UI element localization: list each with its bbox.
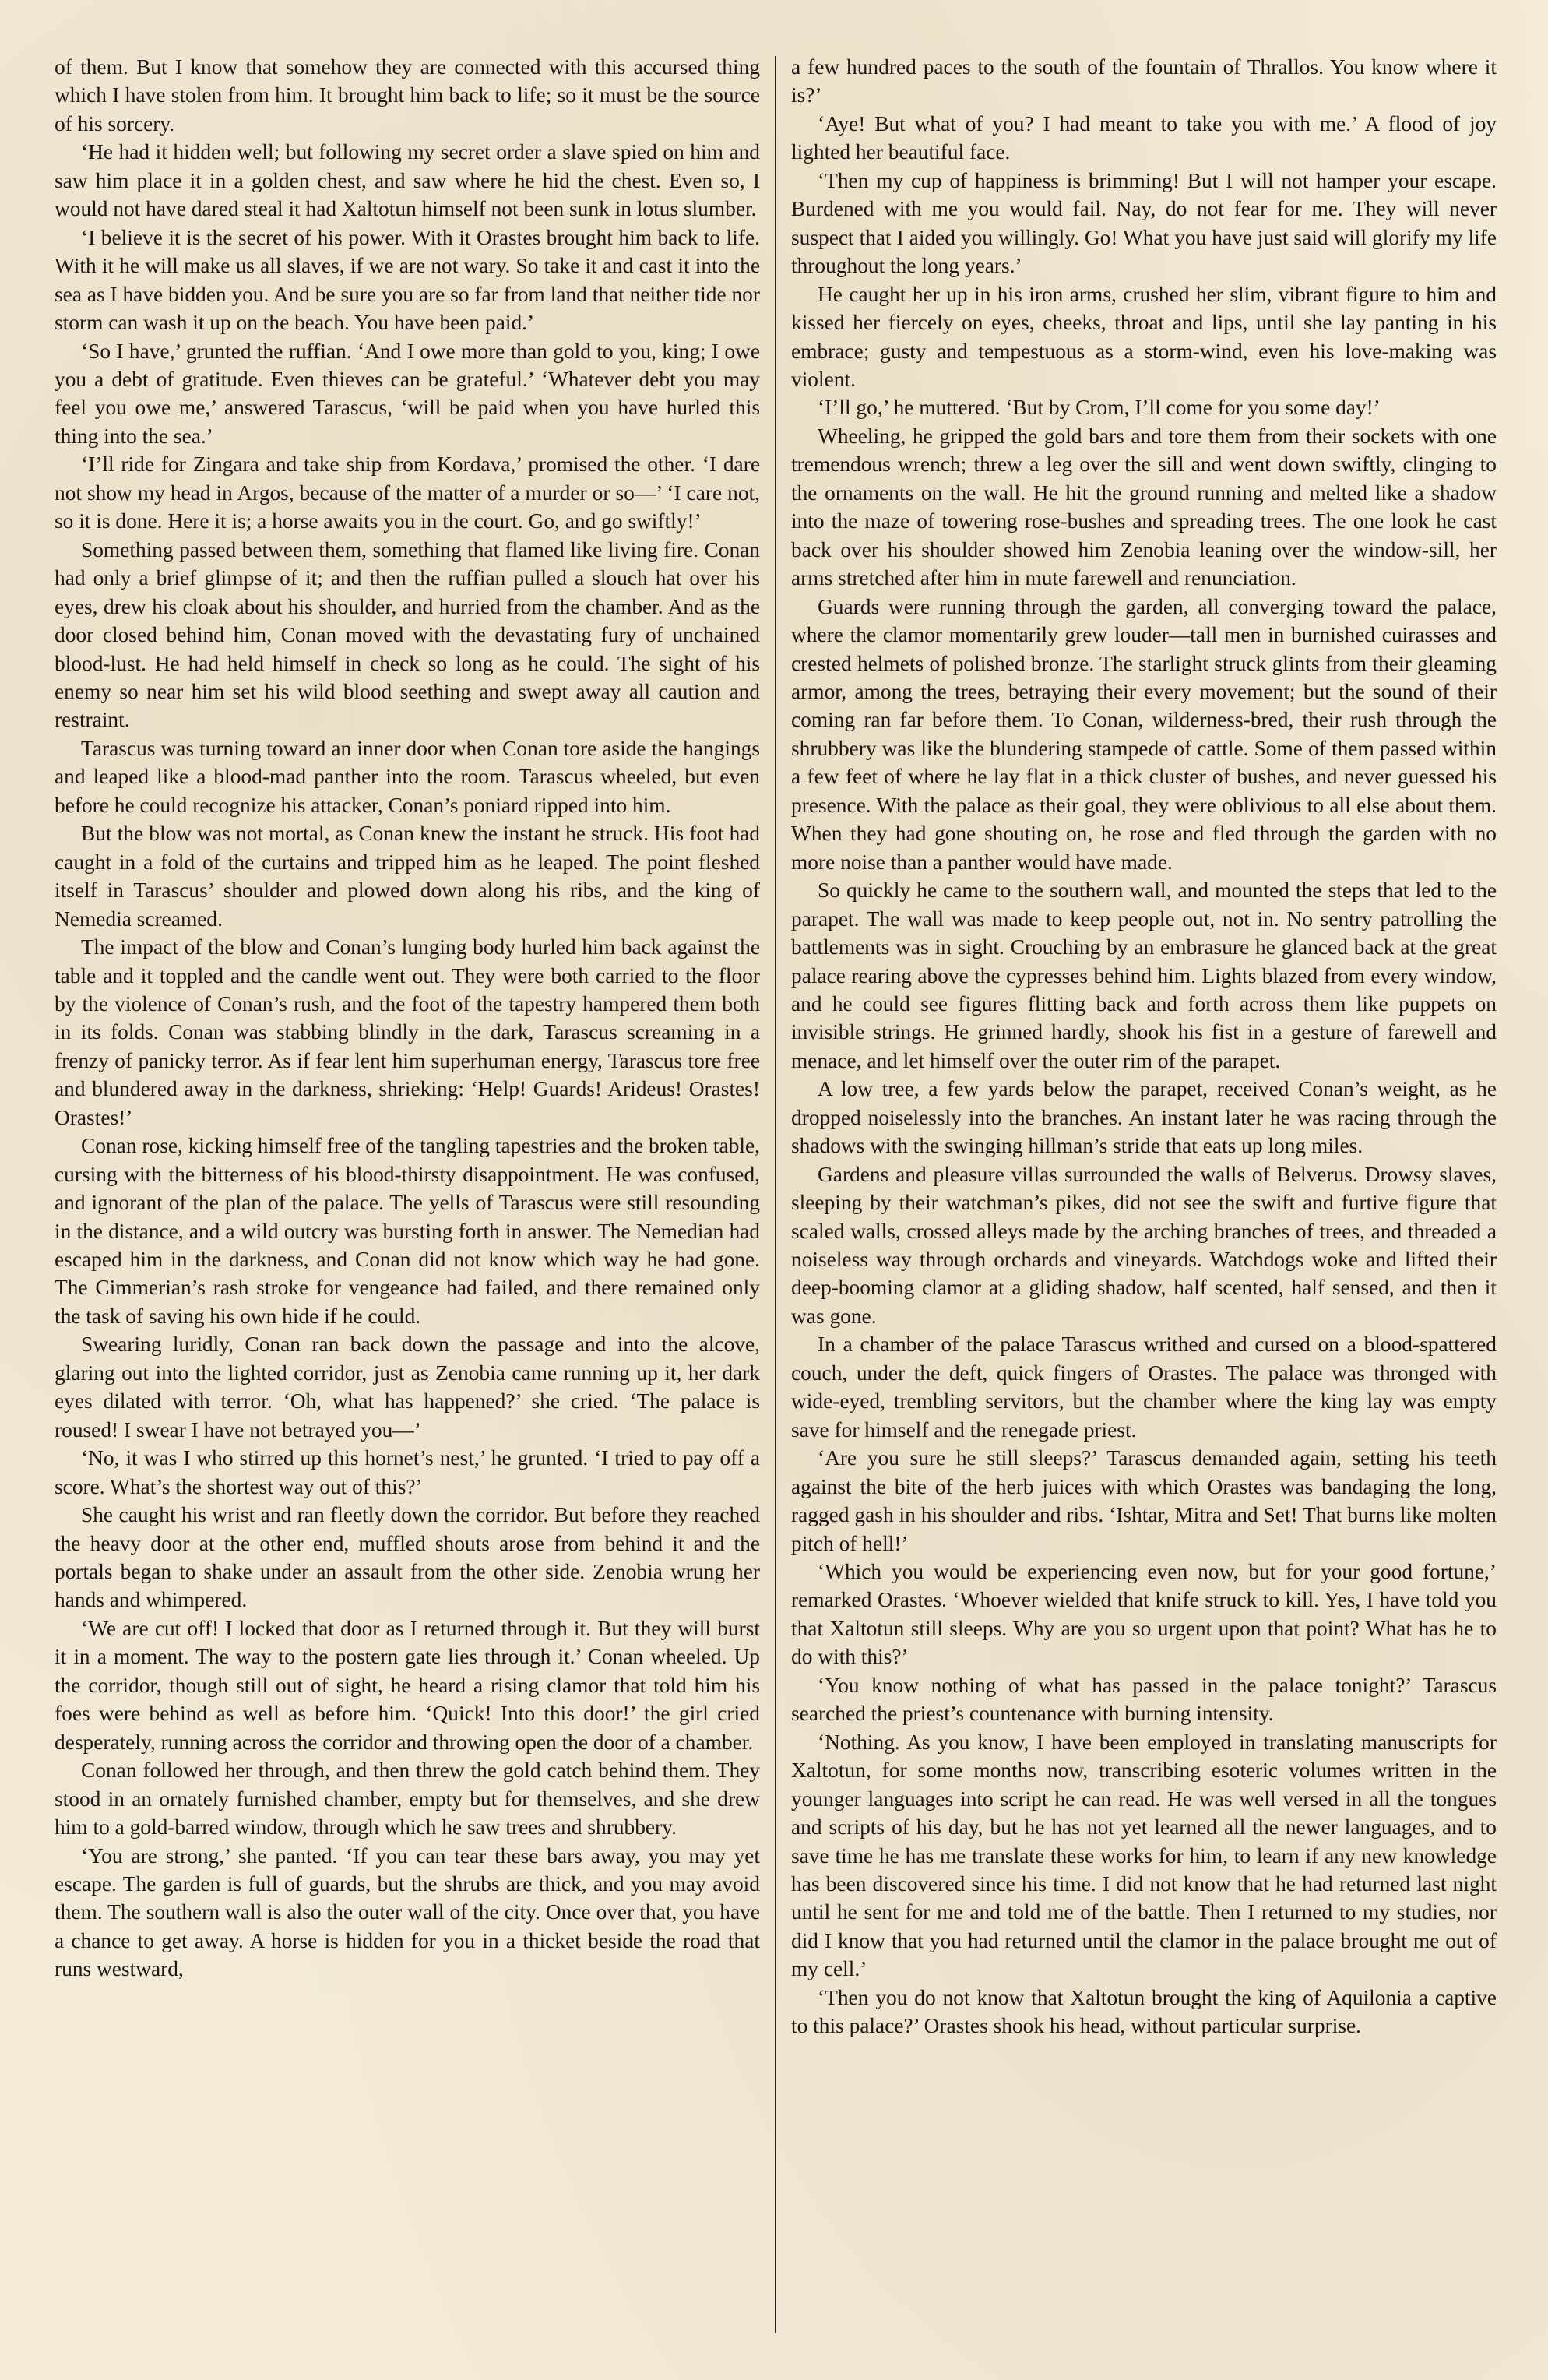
paragraph: In a chamber of the palace Tarascus writhed and cursed on a blood-spattered couch, under the deft, quick fingers of Orastes. The palace was thronged with wide-eyed, trembling servitors, but the chamber where the king lay was empty save for himself and the renegade priest. — [791, 1333, 1497, 1442]
paragraph: ‘So I have,’ grunted the ruffian. ‘And I owe more than gold to you, king; I owe you a debt of gratitude. Even thieves can be grateful.’ ‘Whatever debt you may feel you owe me,’ answered Tarascus, ‘will be paid when you have hurled this thing into the sea.’ — [55, 339, 760, 448]
paragraph: ‘No, it was I who stirred up this hornet’s nest,’ he grunted. ‘I tried to pay off a score. What’s the shortest way out of this?’ — [55, 1446, 760, 1498]
paragraph: ‘Nothing. As you know, I have been employed in translating manuscripts for Xaltotun, for some months now, transcribing esoteric volumes written in the younger languages into script he can read. He was well versed in all the tongues and scripts of his day, but he has not yet learned all the newer languages, and to save time he has me translate these works for him, to learn if any new knowledge has been discovered since his time. I did not know that he had returned last night until he sent for me and told me of the battle. Then I returned to my studies, nor did I know that you had returned until the clamor in the palace brought me out of my cell.’ — [791, 1730, 1497, 1981]
paragraph: a few hundred paces to the south of the fountain of Thrallos. You know where it is?’ — [791, 55, 1497, 107]
paragraph: Gardens and pleasure villas surrounded the walls of Belverus. Drowsy slaves, sleeping by their watchman’s pikes, did not see the swift and furtive figure that scaled walls, crossed alleys made by the arching branches of trees, and threaded a noiseless way through orchards and vineyards. Watchdogs woke and lifted their deep-booming clamor at a gliding shadow, half scented, half sensed, and then it was gone. — [791, 1162, 1497, 1328]
paragraph: Something passed between them, something that flamed like living fire. Conan had only a brief glimpse of it; and then the ruffian pulled a slouch hat over his eyes, drew his cloak about his shoulder, and hurried from the chamber. And as the door closed behind him, Conan moved with the devastating fury of unchained blood-lust. He had held himself in check so long as he could. The sight of his enemy so near him set his wild blood seething and swept away all caution and restraint. — [55, 537, 760, 732]
paragraph: Guards were running through the garden, all converging toward the palace, where the clamor momentarily grew louder—tall men in burnished cuirasses and crested helmets of polished bronze. The starlight struck glints from their gleaming armor, among the trees, betraying their every movement; but the sound of their coming ran far before them. To Conan, wilderness-bred, their rush through the shrubbery was like the blundering stampede of cattle. Some of them passed within a few feet of where he lay flat in a thick cluster of bushes, and never guessed his presence. With the palace as their goal, they were oblivious to all else about them. When they had gone shouting on, he rose and fled through the garden with no more noise than a panther would have made. — [791, 594, 1497, 874]
paragraph: ‘He had it hidden well; but following my secret order a slave spied on him and saw him place it in a golden chest, and saw where he hid the chest. Even so, I would not have dared steal it had Xaltotun himself not been sunk in lotus slumber. — [55, 140, 760, 221]
paragraph: ‘I’ll go,’ he muttered. ‘But by Crom, I’ll come for you some day!’ — [818, 396, 1381, 420]
paragraph: So quickly he came to the southern wall, and mounted the steps that led to the parapet. The wall was made to keep people out, not in. No sentry patrolling the battlements was in sight. Crouching by an embrasure he glanced back at the great palace rearing above the cypresses behind him. Lights blazed from every window, and he could see figures flitting back and forth across them like puppets on invisible strings. He grinned hardly, shook his fist in a gesture of farewell and menace, and let himself over the outer rim of the parapet. — [791, 878, 1497, 1072]
paragraph: A low tree, a few yards below the parapet, received Conan’s weight, as he dropped noiselessly into the branches. An instant later he was racing through the shadows with the swinging hillman’s stride that eats up long miles. — [791, 1077, 1497, 1158]
paragraph: ‘I believe it is the secret of his power. With it Orastes brought him back to life. With it he will make us all slaves, if we are not wary. So take it and cast it into the sea as I have bidden you. And be sure you are so far from land that neither tide nor storm can wash it up on the beach. You have been paid.’ — [55, 225, 760, 335]
paragraph: The impact of the blow and Conan’s lunging body hurled him back against the table and it toppled and the candle went out. They were both carried to the floor by the violence of Conan’s rush, and the foot of the tapestry hampered them both in its folds. Conan was stabbing blindly in the dark, Tarascus screaming in a frenzy of panicky terror. As if fear lent him superhuman energy, Tarascus tore free and blundered away in the darkness, shrieking: ‘Help! Guards! Arideus! Orastes! Orastes!’ — [55, 935, 760, 1129]
paragraph: ‘I’ll ride for Zingara and take ship from Kordava,’ promised the other. ‘I dare not show my head in Argos, because of the matter of a murder or so—’ ‘I care not, so it is done. Here it is; a horse awaits you in the court. Go, and go swiftly!’ — [55, 452, 760, 533]
paragraph: Conan rose, kicking himself free of the tangling tapestries and the broken table, cursing with the bitterness of his blood-thirsty disappointment. He was confused, and ignorant of the plan of the palace. The yells of Tarascus were still resounding in the distance, and a wild outcry was bursting forth in answer. The Nemedian had escaped him in the darkness, and Conan did not know which way he had gone. The Cimmerian’s rash stroke for vengeance had failed, and there remained only the task of saving his own hide if he could. — [55, 1134, 760, 1328]
paragraph: ‘Which you would be experiencing even now, but for your good fortune,’ remarked Orastes. ‘Whoever wielded that knife struck to kill. Yes, I have told you that Xaltotun still sleeps. Why are you so urgent upon that point? What has he to do with this?’ — [791, 1560, 1497, 1669]
paragraph: ‘Then my cup of happiness is brimming! But I will not hamper your escape. Burdened with me you would fail. Nay, do not fear for me. They will never suspect that I aided you willingly. Go! What you have just said will glorify my life throughout the long years.’ — [791, 168, 1497, 278]
left-column — [55, 53, 760, 2335]
paragraph: ‘You know nothing of what has passed in the palace tonight?’ Tarascus searched the priest’s countenance with burning intensity. — [791, 1673, 1497, 1726]
right-column — [791, 53, 1497, 2335]
paragraph: ‘Then you do not know that Xaltotun brought the king of Aquilonia a captive to this palace?’ Orastes shook his head, without particular surprise. — [791, 1985, 1497, 2038]
paragraph: Swearing luridly, Conan ran back down the passage and into the alcove, glaring out into the lighted corridor, just as Zenobia came running up it, her dark eyes dilated with terror. ‘Oh, what has happened?’ she cried. ‘The palace is roused! I swear I have not betrayed you—’ — [55, 1333, 760, 1442]
paragraph: Wheeling, he gripped the gold bars and tore them from their sockets with one tremendous wrench; threw a leg over the sill and went down swiftly, clinging to the ornaments on the wall. He hit the ground running and melted like a shadow into the maze of towering rose-bushes and spreading trees. The one look he cast back over his shoulder showed him Zenobia leaning over the window-sill, her arms stretched after him in mute farewell and renunciation. — [791, 424, 1497, 590]
paragraph: Conan followed her through, and then threw the gold catch behind them. They stood in an ornately furnished chamber, empty but for themselves, and she drew him to a gold-barred window, through which he saw trees and shrubbery. — [55, 1759, 760, 1840]
paragraph: ‘We are cut off! I locked that door as I returned through it. But they will burst it in a moment. The way to the postern gate lies through it.’ Conan wheeled. Up the corridor, though still out of sight, he heard a rising clamor that told him his foes were behind as well as before him. ‘Quick! Into this door!’ the girl cried desperately, running across the corridor and throwing open the door of a chamber. — [55, 1616, 760, 1754]
paragraph: But the blow was not mortal, as Conan knew the instant he struck. His foot had caught in a fold of the curtains and tripped him as he leaped. The point fleshed itself in Tarascus’ shoulder and plowed down along his ribs, and the king of Nemedia screamed. — [55, 822, 760, 931]
paragraph: of them. But I know that somehow they are connected with this accursed thing which I have stolen from him. It brought him back to life; so it must be the source of his sorcery. — [55, 55, 760, 136]
paragraph: ‘You are strong,’ she panted. ‘If you can tear these bars away, you may yet escape. The garden is full of guards, but the shrubs are thick, and you may avoid them. The southern wall is also the outer wall of the city. Once over that, you have a chance to get away. A horse is hidden for you in a thicket beside the road that runs westward, — [55, 1843, 760, 1981]
book-page — [55, 53, 1497, 2335]
paragraph: ‘Aye! But what of you? I had meant to take you with me.’ A flood of joy lighted her beautiful face. — [791, 111, 1497, 164]
paragraph: ‘Are you sure he still sleeps?’ Tarascus demanded again, setting his teeth against the bite of the herb juices with which Orastes was bandaging the long, ragged gash in his shoulder and ribs. ‘Ishtar, Mitra and Set! That burns like molten pitch of hell!’ — [791, 1446, 1497, 1555]
column-divider — [775, 56, 776, 2333]
paragraph: Tarascus was turning toward an inner door when Conan tore aside the hangings and leaped like a blood-mad panther into the room. Tarascus wheeled, but even before he could recognize his attacker, Conan’s poniard ripped into him. — [55, 736, 760, 817]
paragraph: She caught his wrist and ran fleetly down the corridor. But before they reached the heavy door at the other end, muffled shouts arose from behind it and the portals began to shake under an assault from the other side. Zenobia wrung her hands and whimpered. — [55, 1503, 760, 1612]
paragraph: He caught her up in his iron arms, crushed her slim, vibrant figure to him and kissed her fiercely on eyes, cheeks, throat and lips, until she lay panting in his embrace; gusty and tempestuous as a storm-wind, even his love-making was violent. — [791, 282, 1497, 391]
